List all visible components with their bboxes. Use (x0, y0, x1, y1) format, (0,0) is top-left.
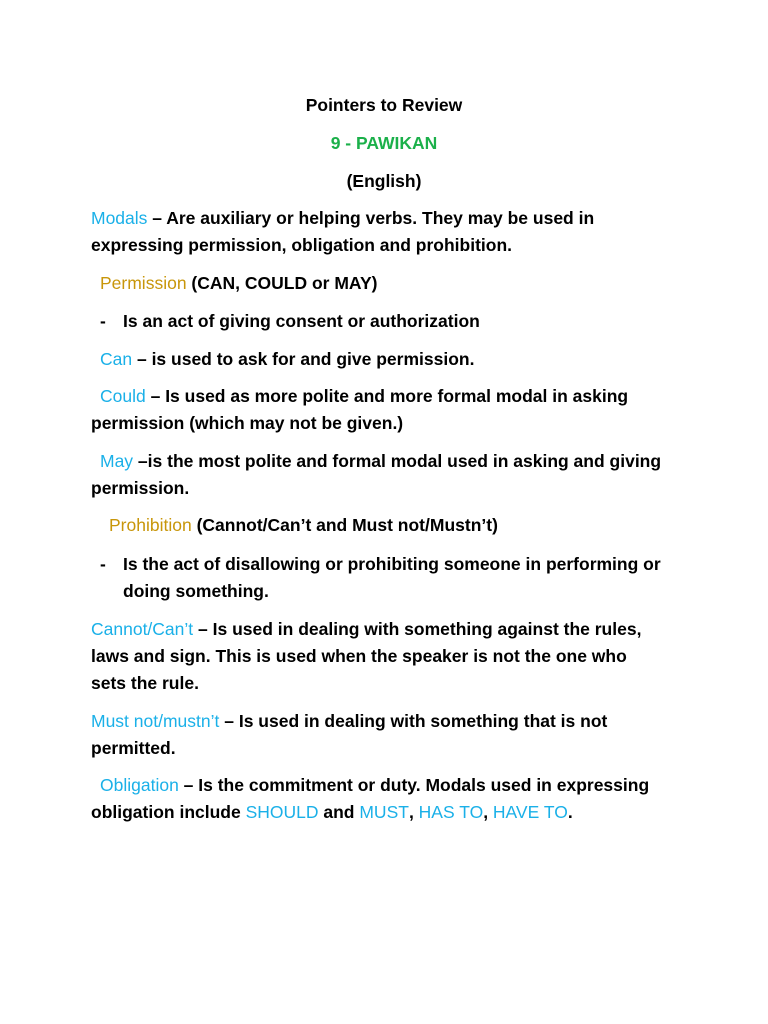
obligation-paragraph (91, 772, 676, 826)
permission-bullet-text: Is an act of giving consent or authorization (123, 311, 480, 331)
permission-bullet-dash: - (100, 311, 106, 331)
obligation-term: Obligation (100, 775, 179, 795)
cannot-paragraph (91, 616, 666, 697)
and-connector: and (318, 802, 360, 822)
permission-term: Permission (100, 273, 187, 293)
comma-separator-2: , (483, 802, 493, 822)
modals-definition: – Are auxiliary or helping verbs. They may be used in expressing permission, obligation and prohibition. (91, 208, 595, 255)
obligation-definition: – Is the commitment or duty. Modals used in expressing obligation include (91, 775, 650, 822)
prohibition-bullet-text: Is the act of disallowing or prohibiting someone in performing or doing something. (123, 554, 661, 601)
could-paragraph (91, 383, 651, 437)
subject-label: (English) (346, 171, 422, 191)
final-period: . (567, 802, 573, 822)
prohibition-bullet-dash: - (100, 554, 106, 574)
could-definition: – Is used as more polite and more formal modal in asking permission (which may not be given.) (91, 386, 629, 433)
should-modal: SHOULD (245, 802, 319, 822)
can-term: Can (100, 349, 133, 369)
modals-paragraph (91, 205, 681, 259)
can-definition: – is used to ask for and give permission. (132, 349, 475, 369)
prohibition-modals: (Cannot/Can’t and Must not/Mustn’t) (191, 515, 498, 535)
modals-term: Modals (91, 208, 148, 228)
prohibition-term: Prohibition (109, 515, 192, 535)
could-term: Could (100, 386, 146, 406)
prohibition-heading (109, 512, 699, 539)
has-to-modal: HAS TO (418, 802, 484, 822)
must-not-term: Must not/mustn’t (91, 711, 220, 731)
cannot-term: Cannot/Can’t (91, 619, 194, 639)
must-modal: MUST (359, 802, 409, 822)
may-term: May (100, 451, 134, 471)
must-not-paragraph (91, 708, 651, 762)
document-title: Pointers to Review (305, 95, 463, 115)
comma-separator-1: , (408, 802, 419, 822)
cannot-definition: – Is used in dealing with something against the rules, laws and sign. This is used when the speaker is not the one who sets the rule. (91, 619, 642, 693)
section-heading: 9 - PAWIKAN (330, 133, 438, 153)
permission-heading (100, 270, 690, 297)
must-not-definition: – Is used in dealing with something that is not permitted. (91, 711, 608, 758)
may-definition: –is the most polite and formal modal used in asking and giving permission. (91, 451, 662, 498)
can-paragraph (100, 346, 690, 373)
may-paragraph (91, 448, 681, 502)
permission-modals: (CAN, COULD or MAY) (186, 273, 378, 293)
have-to-modal: HAVE TO (492, 802, 568, 822)
